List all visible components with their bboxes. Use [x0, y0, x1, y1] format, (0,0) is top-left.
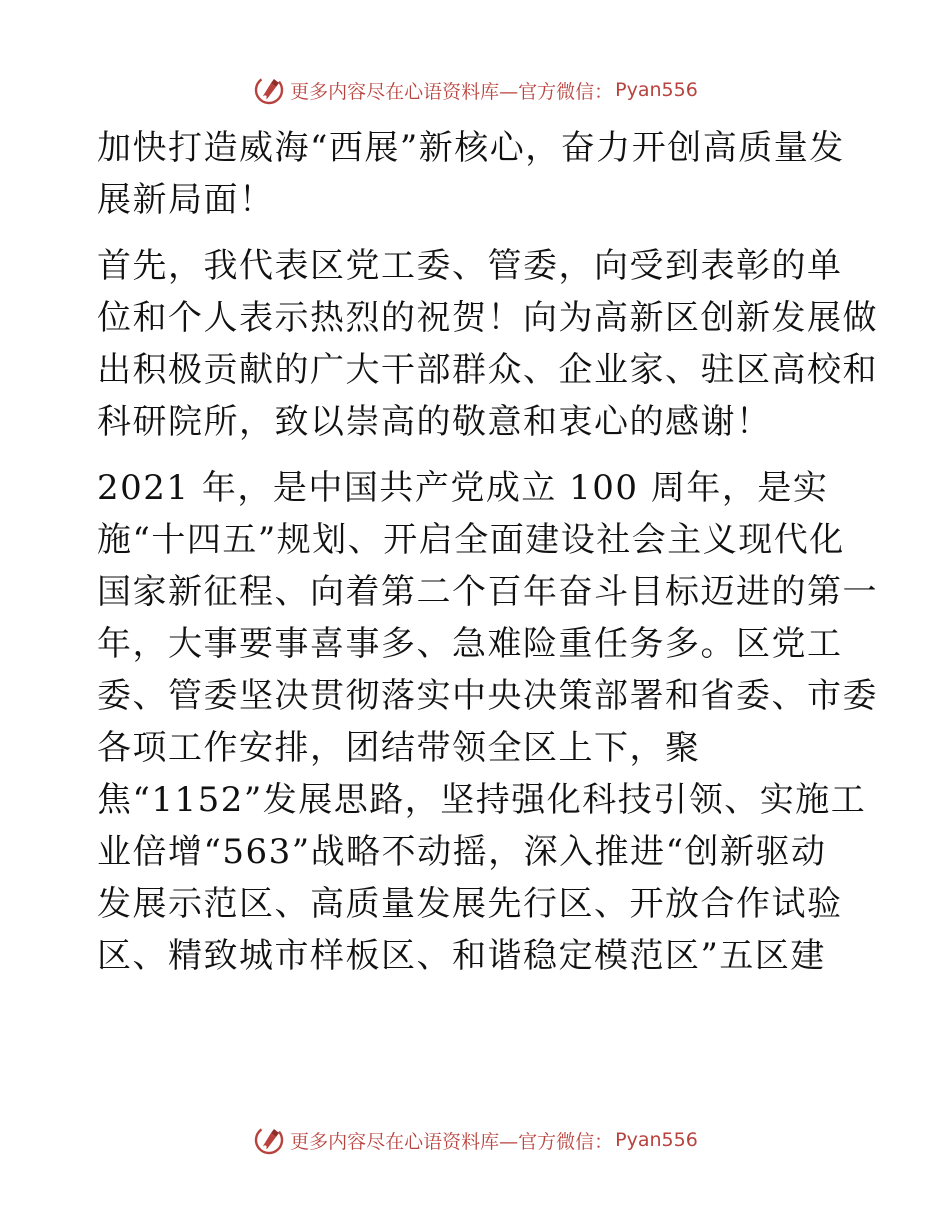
document-body — [97, 122, 878, 982]
text-line: 展新局面！ — [97, 180, 275, 220]
pen-nib-logo-icon — [252, 73, 286, 107]
paragraph-1 — [97, 122, 857, 226]
text-line: 加快打造威海“西展”新核心，奋力开创高质量发 — [97, 128, 845, 168]
paragraph-2 — [97, 240, 878, 448]
watermark-wechat-id: Pyan556 — [615, 1129, 698, 1151]
text-line: 2021 年，是中国共产党成立 100 周年，是实 — [97, 468, 829, 508]
paragraph-3 — [97, 462, 878, 982]
text-line: 出积极贡献的广大干部群众、企业家、驻区高校和 — [97, 350, 878, 390]
header-watermark — [0, 70, 950, 110]
pen-nib-logo-icon — [252, 1123, 286, 1157]
footer-watermark — [0, 1120, 950, 1160]
watermark-text: 更多内容尽在心语资料库—官方微信： — [290, 80, 614, 103]
text-line: 发展示范区、高质量发展先行区、开放合作试验 — [97, 884, 843, 924]
text-line: 科研院所，致以崇高的敬意和衷心的感谢！ — [97, 402, 772, 442]
text-line: 区、精致城市样板区、和谐稳定模范区”五区建 — [97, 936, 826, 976]
watermark-wechat-id: Pyan556 — [615, 79, 698, 101]
text-line: 位和个人表示热烈的祝贺！向为高新区创新发展做 — [97, 298, 878, 338]
watermark-text: 更多内容尽在心语资料库—官方微信： — [290, 1130, 614, 1153]
text-line: 业倍增“563”战略不动摇，深入推进“创新驱动 — [97, 832, 827, 872]
text-line: 各项工作安排，团结带领全区上下，聚 — [97, 728, 701, 768]
text-line: 年，大事要事喜事多、急难险重任务多。区党工 — [97, 624, 843, 664]
text-line: 国家新征程、向着第二个百年奋斗目标迈进的第一 — [97, 572, 878, 612]
text-line: 施“十四五”规划、开启全面建设社会主义现代化 — [97, 520, 845, 560]
text-line: 委、管委坚决贯彻落实中央决策部署和省委、市委 — [97, 676, 878, 716]
text-line: 首先，我代表区党工委、管委，向受到表彰的单 — [97, 246, 843, 286]
text-line: 焦“1152”发展思路，坚持强化科技引领、实施工 — [97, 780, 867, 820]
